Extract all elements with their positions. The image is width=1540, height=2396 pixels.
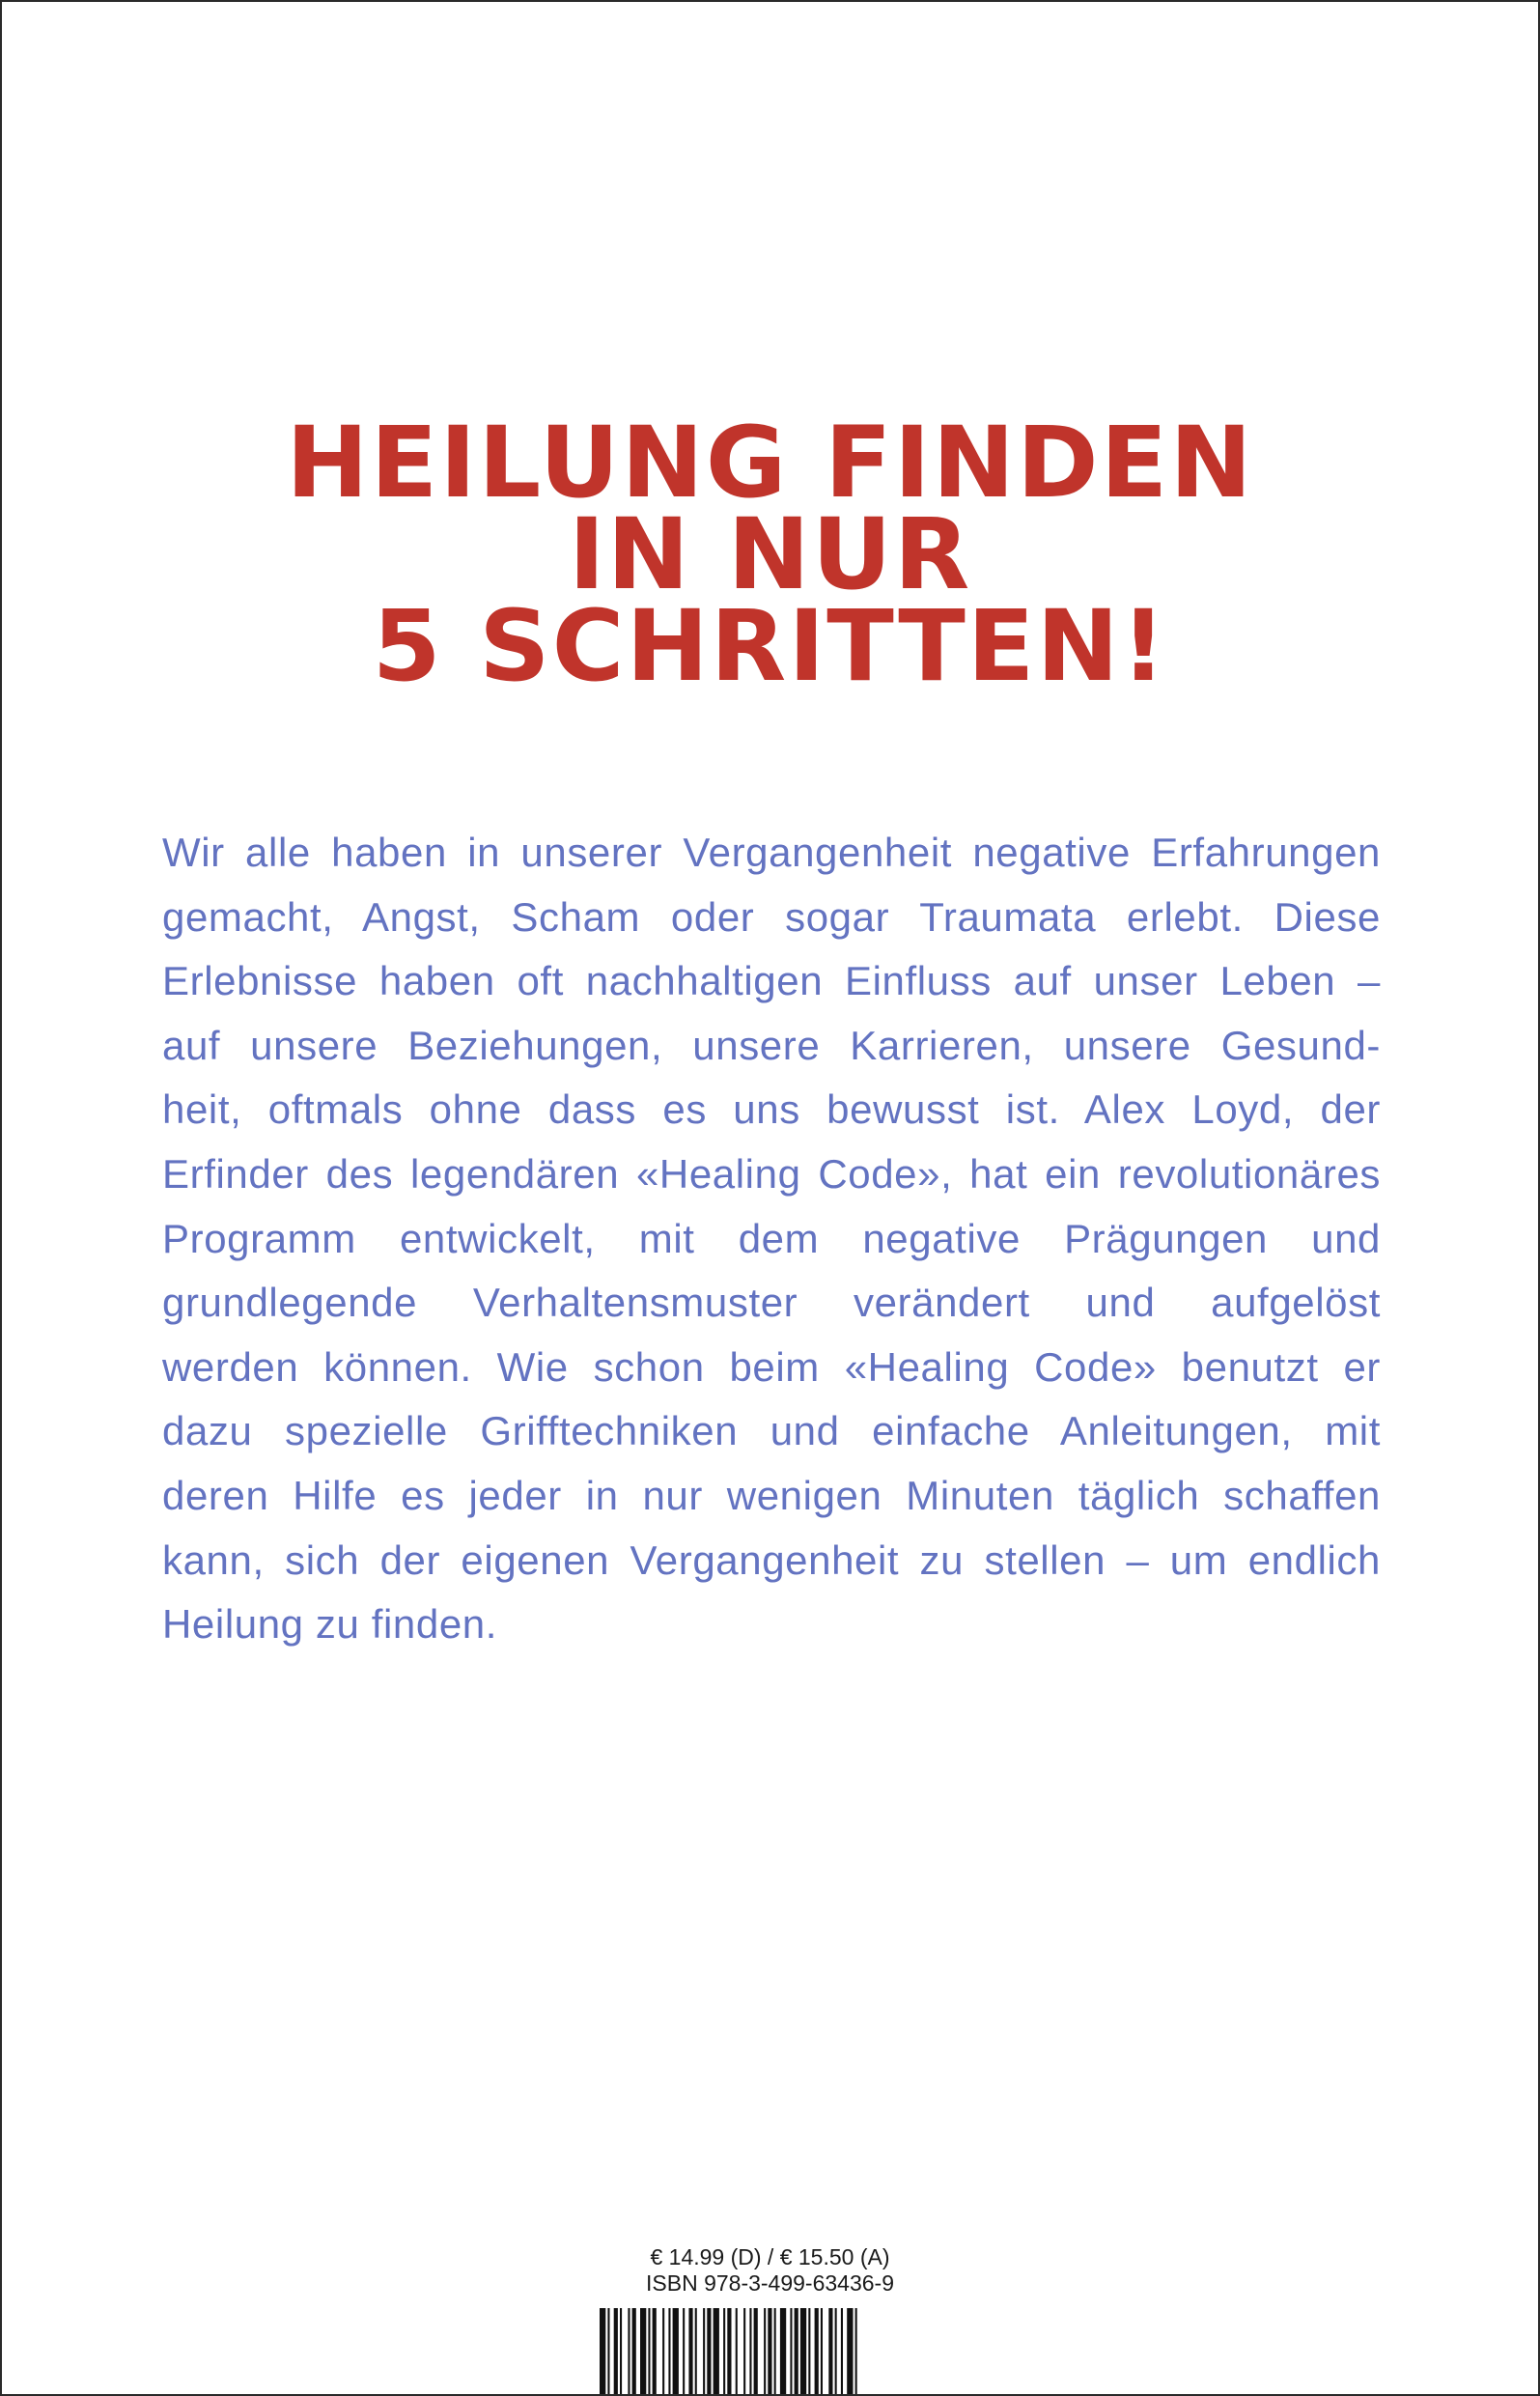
barcode-bar	[743, 2308, 745, 2396]
barcode-bar	[774, 2308, 776, 2396]
barcode-bar	[764, 2308, 766, 2396]
barcode-bar	[790, 2308, 792, 2396]
blurb-line: Erfinder des legendären «Healing Code», hat ein revolutionäres	[162, 1150, 1381, 1197]
price-label: € 14.99 (D) / € 15.50 (A)	[650, 2244, 890, 2269]
barcode-bar	[632, 2308, 636, 2396]
barcode-bar	[821, 2308, 823, 2396]
blurb-line: heit, oftmals ohne dass es uns bewusst ist. Alex Loyd, der	[162, 1086, 1381, 1133]
barcode-bar	[614, 2308, 618, 2396]
barcode-bar	[688, 2308, 692, 2396]
barcode-bar	[695, 2308, 697, 2396]
barcode-bar	[800, 2308, 806, 2396]
headline-line: IN NUR	[568, 497, 972, 612]
barcode-bar	[707, 2308, 711, 2396]
barcode-bar	[780, 2308, 786, 2396]
blurb-line: Programm entwickelt, mit dem negative Prägungen und	[162, 1215, 1381, 1261]
barcode-bar	[847, 2308, 853, 2396]
barcode-bar	[620, 2308, 622, 2396]
blurb-line: gemacht, Angst, Scham oder sogar Traumata erlebt. Diese	[162, 893, 1381, 940]
headline-line: HEILUNG FINDEN	[286, 406, 1254, 521]
isbn-label: ISBN 978-3-499-63436-9	[646, 2270, 894, 2296]
barcode-bar	[808, 2308, 810, 2396]
barcode-bar	[683, 2308, 685, 2396]
blurb-text	[162, 821, 1381, 1657]
barcode-bar	[795, 2308, 798, 2396]
blurb-line: werden können. Wie schon beim «Healing Code» benutzt er	[162, 1343, 1381, 1390]
blurb-line: dazu spezielle Grifftechniken und einfache Anleitungen, mit	[162, 1408, 1381, 1454]
barcode-bar	[841, 2308, 843, 2396]
barcode-bar	[855, 2308, 857, 2396]
pricing-block	[2, 2244, 1538, 2297]
barcode-bar	[640, 2308, 646, 2396]
blurb-line: auf unsere Beziehungen, unsere Karrieren, unsere Gesund-	[162, 1022, 1381, 1068]
headline-line: 5 SCHRITTEN!	[372, 589, 1168, 704]
barcode-bar	[648, 2308, 650, 2396]
barcode-bar	[727, 2308, 731, 2396]
barcode-bar	[754, 2308, 758, 2396]
barcode-bar	[736, 2308, 738, 2396]
blurb-line: grundlegende Verhaltensmuster verändert und aufgelöst	[162, 1280, 1381, 1326]
headline	[2, 406, 1538, 704]
barcode-bar	[628, 2308, 630, 2396]
barcode-bar	[653, 2308, 657, 2396]
barcode-bar	[668, 2308, 670, 2396]
barcode-bar	[835, 2308, 837, 2396]
barcode-bar	[815, 2308, 819, 2396]
blurb-line: Erlebnisse haben oft nachhaltigen Einfluss auf unser Leben –	[162, 958, 1381, 1004]
barcode-bar	[662, 2308, 664, 2396]
barcode-bar	[749, 2308, 751, 2396]
barcode-bar	[768, 2308, 771, 2396]
barcode-bar	[673, 2308, 679, 2396]
barcode-icon	[598, 2308, 945, 2396]
blurb-line: deren Hilfe es jeder in nur wenigen Minuten täglich schaffen	[162, 1472, 1381, 1518]
blurb-line: Heilung zu finden.	[162, 1601, 498, 1648]
barcode-bar	[703, 2308, 705, 2396]
blurb-line: kann, sich der eigenen Vergangenheit zu stellen – um endlich	[162, 1536, 1381, 1583]
blurb-line: Wir alle haben in unserer Vergangenheit negative Erfahrungen	[162, 830, 1381, 875]
barcode-bar	[714, 2308, 719, 2396]
barcode-bar	[607, 2308, 609, 2396]
barcode-bar	[600, 2308, 605, 2396]
barcode-bar	[723, 2308, 725, 2396]
barcode-bar	[828, 2308, 832, 2396]
